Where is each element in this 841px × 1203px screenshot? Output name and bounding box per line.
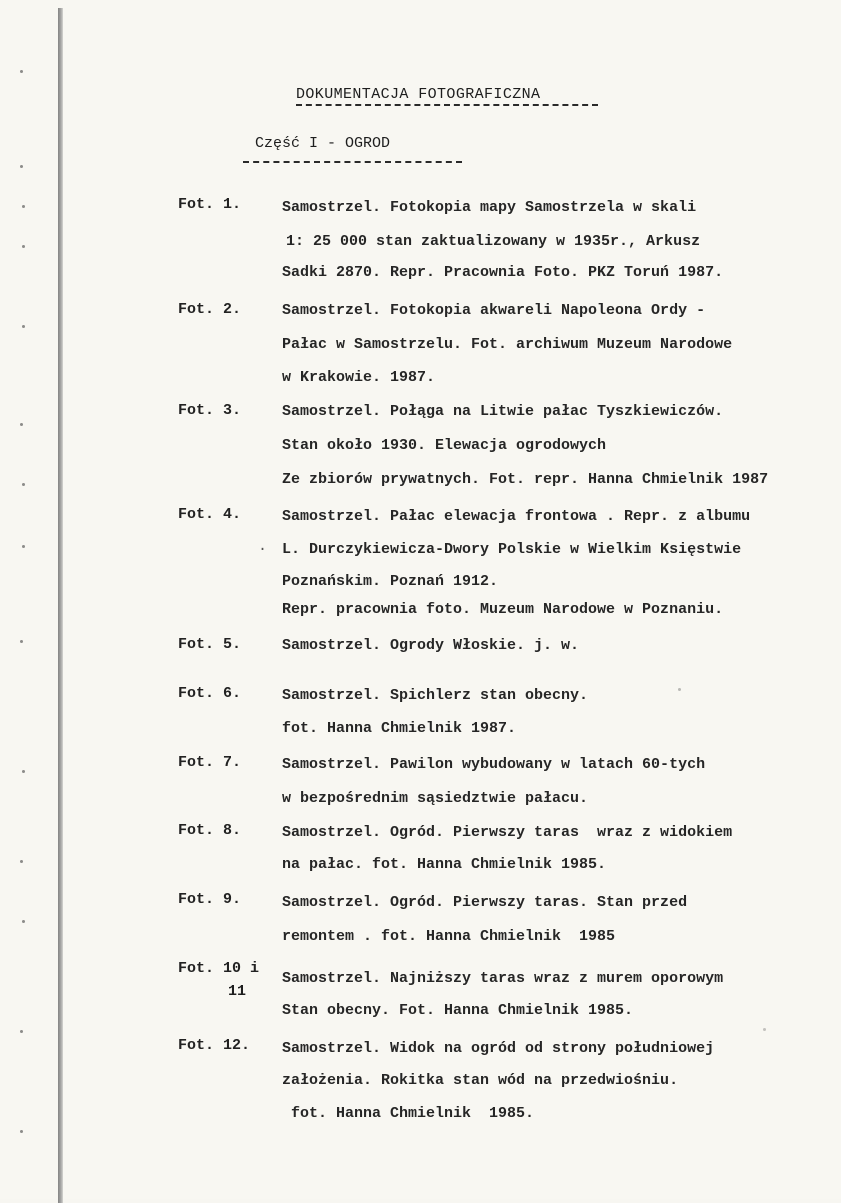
entry-label: Fot. 12. [178, 1037, 251, 1054]
margin-speck [22, 770, 25, 773]
entry-line: fot. Hanna Chmielnik 1987. [282, 720, 517, 737]
entry-label-continuation: 11 [228, 983, 247, 1000]
entry-label: Fot. 10 i [178, 960, 260, 977]
entry-line: Ze zbiorów prywatnych. Fot. repr. Hanna Chmielnik 1987 [282, 471, 769, 488]
entry-line: Poznańskim. Poznań 1912. [282, 573, 499, 590]
entry-label: Fot. 1. [178, 196, 242, 213]
margin-speck [20, 70, 23, 73]
entry-line: w bezpośrednim sąsiedztwie pałacu. [282, 790, 589, 807]
margin-speck [20, 1030, 23, 1033]
entry-line: Pałac w Samostrzelu. Fot. archiwum Muzeum Narodowe [282, 336, 733, 353]
entry-line: Samostrzel. Ogród. Pierwszy taras wraz z widokiem [282, 824, 733, 841]
entry-line: Samostrzel. Połąga na Litwie pałac Tyszkiewiczów. [282, 403, 724, 420]
margin-speck [20, 165, 23, 168]
entry-line: remontem . fot. Hanna Chmielnik 1985 [282, 928, 616, 945]
document-title: DOKUMENTACJA FOTOGRAFICZNA [296, 86, 541, 103]
entry-line: Samostrzel. Pałac elewacja frontowa . Repr. z albumu [282, 508, 751, 525]
entry-line: Stan obecny. Fot. Hanna Chmielnik 1985. [282, 1002, 634, 1019]
entry-label: Fot. 4. [178, 506, 242, 523]
entry-line: w Krakowie. 1987. [282, 369, 436, 386]
entry-line: Samostrzel. Ogrody Włoskie. j. w. [282, 637, 580, 654]
entry-line: założenia. Rokitka stan wód na przedwiośniu. [282, 1072, 679, 1089]
margin-speck [22, 483, 25, 486]
section-subtitle: Część I - OGROD [255, 135, 391, 152]
paper-speck [678, 688, 681, 691]
entry-line: Samostrzel. Widok na ogród od strony południowej [282, 1040, 715, 1057]
entry-line: na pałac. fot. Hanna Chmielnik 1985. [282, 856, 607, 873]
entry-line: 1: 25 000 stan zaktualizowany w 1935r., Arkusz [286, 233, 701, 250]
entry-line: Samostrzel. Ogród. Pierwszy taras. Stan przed [282, 894, 688, 911]
binding-edge [58, 8, 63, 1203]
entry-line: Samostrzel. Najniższy taras wraz z murem oporowym [282, 970, 724, 987]
entry-line: L. Durczykiewicza-Dwory Polskie w Wielkim Księstwie [282, 541, 742, 558]
margin-speck [20, 1130, 23, 1133]
margin-speck [22, 545, 25, 548]
entry-label: Fot. 9. [178, 891, 242, 908]
entry-label: Fot. 6. [178, 685, 242, 702]
margin-speck [22, 245, 25, 248]
title-underline [296, 104, 598, 106]
entry-line: fot. Hanna Chmielnik 1985. [282, 1105, 535, 1122]
margin-speck [22, 325, 25, 328]
entry-label: Fot. 5. [178, 636, 242, 653]
entry-line: Repr. pracownia foto. Muzeum Narodowe w Poznaniu. [282, 601, 724, 618]
entry-line: Stan około 1930. Elewacja ogrodowych [282, 437, 607, 454]
margin-speck [22, 205, 25, 208]
entry-label: Fot. 7. [178, 754, 242, 771]
paper-speck [763, 1028, 766, 1031]
margin-speck [20, 860, 23, 863]
margin-speck [22, 920, 25, 923]
entry-label: Fot. 3. [178, 402, 242, 419]
entry-label: Fot. 2. [178, 301, 242, 318]
entry-label: Fot. 8. [178, 822, 242, 839]
entry-line: Samostrzel. Pawilon wybudowany w latach 60-tych [282, 756, 706, 773]
margin-speck [20, 640, 23, 643]
margin-speck [20, 423, 23, 426]
entry-line: Samostrzel. Fotokopia akwareli Napoleona Ordy - [282, 302, 706, 319]
stray-mark: · [258, 541, 268, 558]
entry-line: Sadki 2870. Repr. Pracownia Foto. PKZ Toruń 1987. [282, 264, 724, 281]
subtitle-underline [243, 161, 462, 163]
entry-line: Samostrzel. Fotokopia mapy Samostrzela w skali [282, 199, 697, 216]
entry-line: Samostrzel. Spichlerz stan obecny. [282, 687, 589, 704]
